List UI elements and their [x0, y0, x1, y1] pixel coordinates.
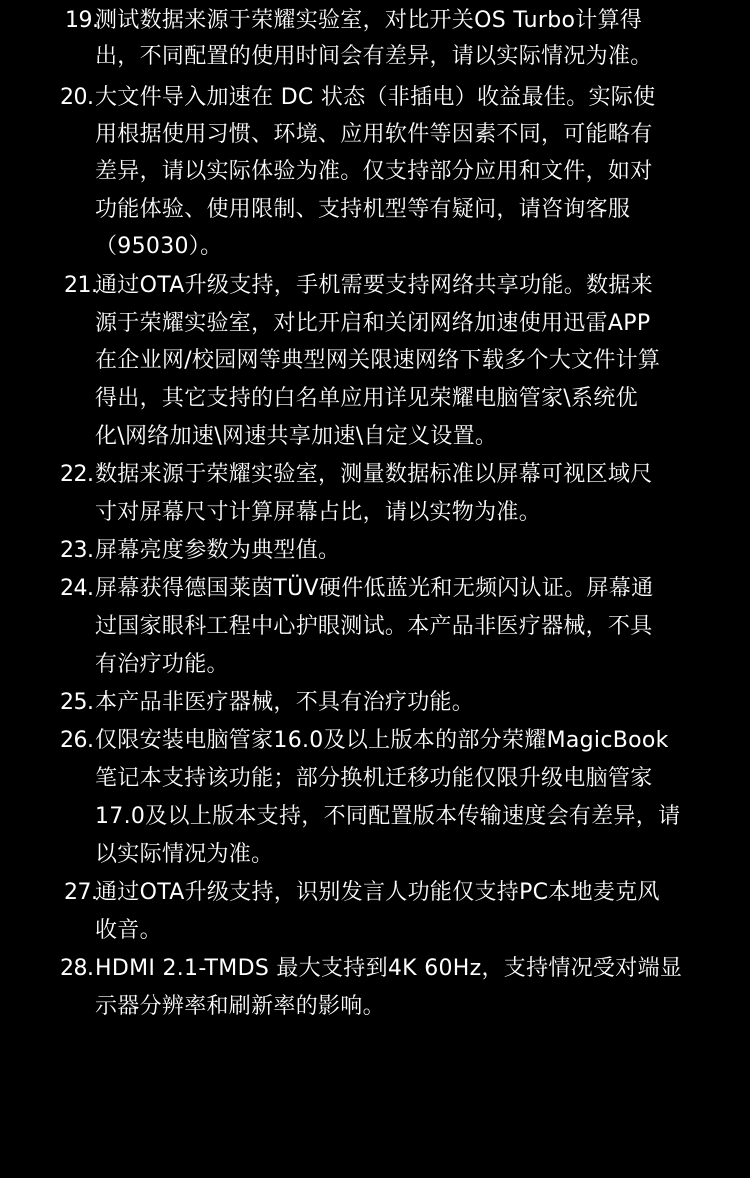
footnote-number: 23.: [60, 538, 94, 563]
footnote-number: 19.: [65, 8, 99, 33]
footnote-line: 过国家眼科工程中心护眼测试。本产品非医疗器械，不具: [95, 614, 653, 639]
footnote-line: 得出，其它支持的白名单应用详见荣耀电脑管家\系统优: [95, 386, 638, 411]
footnote-line: 出，不同配置的使用时间会有差异，请以实际情况为准。: [95, 44, 653, 69]
footnote-number: 27.: [64, 880, 98, 905]
footnote-line: （95030）。: [95, 234, 223, 259]
footnote-line: 数据来源于荣耀实验室，测量数据标准以屏幕可视区域尺: [95, 462, 653, 487]
footnote-line: 差异，请以实际体验为准。仅支持部分应用和文件，如对: [95, 159, 653, 184]
footnote-line: 功能体验、使用限制、支持机型等有疑问，请咨询客服: [95, 197, 631, 222]
footnote-line: 屏幕获得德国莱茵TÜV硬件低蓝光和无频闪认证。屏幕通: [95, 576, 654, 601]
footnote-line: 收音。: [95, 918, 162, 943]
footnote-line: 源于荣耀实验室，对比开启和关闭网络加速使用迅雷APP: [95, 311, 651, 336]
footnote-line: 以实际情况为准。: [95, 842, 274, 867]
footnote-line: 寸对屏幕尺寸计算屏幕占比，请以实物为准。: [95, 500, 542, 525]
footnote-line: 用根据使用习惯、环境、应用软件等因素不同，可能略有: [95, 122, 653, 147]
footnote-number: 21.: [64, 273, 98, 298]
footnote-line: 笔记本支持该功能；部分换机迁移功能仅限升级电脑管家: [95, 766, 653, 791]
footnote-line: 通过OTA升级支持，手机需要支持网络共享功能。数据来: [95, 273, 653, 298]
footnote-line: 17.0及以上版本支持，不同配置版本传输速度会有差异，请: [95, 804, 681, 829]
footnote-line: 大文件导入加速在 DC 状态（非插电）收益最佳。实际使: [95, 85, 656, 110]
footnote-line: 屏幕亮度参数为典型值。: [95, 538, 341, 563]
footnote-number: 22.: [60, 462, 94, 487]
footnote-line: 本产品非医疗器械，不具有治疗功能。: [95, 690, 475, 715]
footnote-number: 25.: [60, 690, 94, 715]
footnote-number: 24.: [60, 576, 94, 601]
footnote-line: 化\网络加速\网速共享加速\自定义设置。: [95, 424, 498, 449]
footnote-line: 有治疗功能。: [95, 652, 229, 677]
footnote-line: 在企业网/校园网等典型网关限速网络下载多个大文件计算: [95, 348, 661, 373]
footnote-line: HDMI 2.1-TMDS 最大支持到4K 60Hz，支持情况受对端显: [95, 956, 683, 981]
footnote-line: 示器分辨率和刷新率的影响。: [95, 994, 385, 1019]
footnote-line: 仅限安装电脑管家16.0及以上版本的部分荣耀MagicBook: [95, 728, 669, 753]
footnote-line: 测试数据来源于荣耀实验室，对比开关OS Turbo计算得: [95, 8, 643, 33]
footnote-line: 通过OTA升级支持，识别发言人功能仅支持PC本地麦克风: [95, 880, 660, 905]
footnote-number: 28.: [60, 956, 94, 981]
footnote-number: 20.: [60, 85, 94, 110]
footnote-number: 26.: [60, 728, 94, 753]
